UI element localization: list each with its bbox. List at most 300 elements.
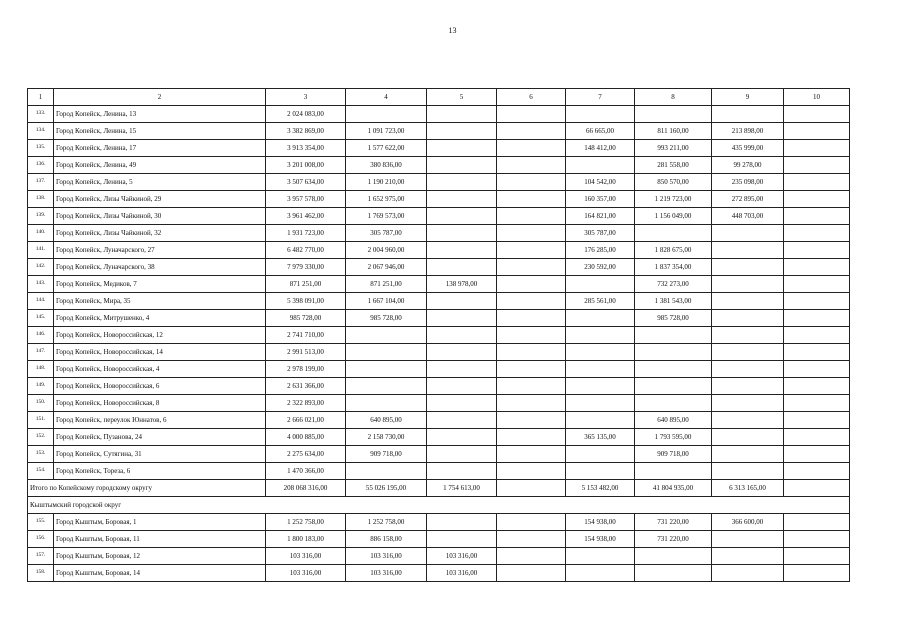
address-cell: Город Копейск, Сутягина, 31 — [54, 446, 266, 463]
value-cell-c9 — [712, 565, 784, 582]
total-value-c9: 6 313 165,00 — [712, 480, 784, 497]
table-row — [28, 327, 850, 344]
value-cell-c4: 380 836,00 — [346, 157, 427, 174]
value-cell-c7 — [566, 565, 635, 582]
value-cell-c7: 160 357,00 — [566, 191, 635, 208]
row-number: 135. — [28, 140, 54, 157]
value-cell-c7 — [566, 412, 635, 429]
value-cell-c6 — [497, 225, 566, 242]
value-cell-c10 — [784, 531, 850, 548]
value-cell-c9 — [712, 106, 784, 123]
row-number: 142. — [28, 259, 54, 276]
value-cell-c10 — [784, 344, 850, 361]
value-cell-c4 — [346, 327, 427, 344]
value-cell-c10 — [784, 174, 850, 191]
value-cell-c5 — [427, 395, 497, 412]
value-cell-c5 — [427, 327, 497, 344]
address-cell: Город Копейск, Тореза, 6 — [54, 463, 266, 480]
value-cell-c5 — [427, 106, 497, 123]
address-cell: Город Копейск, Новороссийская, 6 — [54, 378, 266, 395]
value-cell-c3: 3 957 578,00 — [266, 191, 346, 208]
value-cell-c3: 3 382 869,00 — [266, 123, 346, 140]
value-cell-c6 — [497, 429, 566, 446]
value-cell-c8: 811 160,00 — [635, 123, 712, 140]
table-row — [28, 174, 850, 191]
value-cell-c4 — [346, 395, 427, 412]
value-cell-c9 — [712, 531, 784, 548]
table-row — [28, 565, 850, 582]
total-value-c8: 41 804 935,00 — [635, 480, 712, 497]
total-value-c7: 5 153 482,00 — [566, 480, 635, 497]
value-cell-c3: 2 666 021,00 — [266, 412, 346, 429]
address-cell: Город Копейск, Ленина, 17 — [54, 140, 266, 157]
value-cell-c5 — [427, 429, 497, 446]
value-cell-c8: 993 211,00 — [635, 140, 712, 157]
address-cell: Город Кыштым, Боровая, 12 — [54, 548, 266, 565]
value-cell-c4: 886 158,00 — [346, 531, 427, 548]
value-cell-c6 — [497, 361, 566, 378]
address-cell: Город Копейск, Ленина, 49 — [54, 157, 266, 174]
table-row — [28, 429, 850, 446]
address-cell: Город Копейск, Пузанова, 24 — [54, 429, 266, 446]
address-cell: Город Копейск, Новороссийская, 4 — [54, 361, 266, 378]
address-cell: Город Копейск, Медиков, 7 — [54, 276, 266, 293]
value-cell-c6 — [497, 344, 566, 361]
address-cell: Город Копейск, Новороссийская, 8 — [54, 395, 266, 412]
value-cell-c7 — [566, 344, 635, 361]
table-row — [28, 259, 850, 276]
value-cell-c10 — [784, 327, 850, 344]
value-cell-c10 — [784, 123, 850, 140]
value-cell-c3: 1 252 758,00 — [266, 514, 346, 531]
row-number: 143. — [28, 276, 54, 293]
value-cell-c9 — [712, 548, 784, 565]
value-cell-c5 — [427, 225, 497, 242]
value-cell-c8: 850 570,00 — [635, 174, 712, 191]
value-cell-c6 — [497, 293, 566, 310]
data-table — [27, 88, 850, 582]
row-number: 155. — [28, 514, 54, 531]
table-row — [28, 446, 850, 463]
value-cell-c3: 3 201 008,00 — [266, 157, 346, 174]
value-cell-c10 — [784, 106, 850, 123]
value-cell-c5 — [427, 242, 497, 259]
value-cell-c7: 365 135,00 — [566, 429, 635, 446]
value-cell-c9 — [712, 259, 784, 276]
value-cell-c3: 103 316,00 — [266, 565, 346, 582]
value-cell-c4 — [346, 106, 427, 123]
value-cell-c8 — [635, 361, 712, 378]
value-cell-c3: 2 631 366,00 — [266, 378, 346, 395]
row-number: 149. — [28, 378, 54, 395]
column-header: 1 — [28, 89, 54, 106]
value-cell-c9: 99 278,00 — [712, 157, 784, 174]
value-cell-c5 — [427, 514, 497, 531]
value-cell-c8 — [635, 378, 712, 395]
row-number: 147. — [28, 344, 54, 361]
address-cell: Город Копейск, Митрушенко, 4 — [54, 310, 266, 327]
value-cell-c5 — [427, 208, 497, 225]
total-value-c4: 55 026 195,00 — [346, 480, 427, 497]
value-cell-c6 — [497, 191, 566, 208]
row-number: 136. — [28, 157, 54, 174]
value-cell-c9 — [712, 344, 784, 361]
value-cell-c3: 3 961 462,00 — [266, 208, 346, 225]
column-header: 7 — [566, 89, 635, 106]
value-cell-c9 — [712, 327, 784, 344]
value-cell-c8: 1 837 354,00 — [635, 259, 712, 276]
address-cell: Город Копейск, Ленина, 15 — [54, 123, 266, 140]
value-cell-c7: 104 542,00 — [566, 174, 635, 191]
value-cell-c4 — [346, 463, 427, 480]
page-number: 13 — [448, 26, 457, 35]
value-cell-c7: 305 787,00 — [566, 225, 635, 242]
value-cell-c5 — [427, 412, 497, 429]
value-cell-c10 — [784, 548, 850, 565]
value-cell-c3: 985 728,00 — [266, 310, 346, 327]
value-cell-c5 — [427, 157, 497, 174]
value-cell-c5 — [427, 191, 497, 208]
row-number: 146. — [28, 327, 54, 344]
value-cell-c10 — [784, 463, 850, 480]
value-cell-c4: 1 667 104,00 — [346, 293, 427, 310]
total-value-c10 — [784, 480, 850, 497]
address-cell: Город Копейск, Ленина, 5 — [54, 174, 266, 191]
value-cell-c10 — [784, 446, 850, 463]
value-cell-c3: 1 800 183,00 — [266, 531, 346, 548]
value-cell-c6 — [497, 463, 566, 480]
value-cell-c3: 1 470 366,00 — [266, 463, 346, 480]
value-cell-c7: 148 412,00 — [566, 140, 635, 157]
value-cell-c8 — [635, 565, 712, 582]
value-cell-c9: 235 098,00 — [712, 174, 784, 191]
value-cell-c5 — [427, 446, 497, 463]
value-cell-c7: 230 592,00 — [566, 259, 635, 276]
value-cell-c7 — [566, 327, 635, 344]
row-number: 138. — [28, 191, 54, 208]
value-cell-c7 — [566, 463, 635, 480]
value-cell-c6 — [497, 327, 566, 344]
row-number: 144. — [28, 293, 54, 310]
value-cell-c9 — [712, 242, 784, 259]
value-cell-c5: 103 316,00 — [427, 565, 497, 582]
value-cell-c4: 1 769 573,00 — [346, 208, 427, 225]
table-row — [28, 310, 850, 327]
value-cell-c4: 2 158 730,00 — [346, 429, 427, 446]
value-cell-c7: 285 561,00 — [566, 293, 635, 310]
value-cell-c4: 640 895,00 — [346, 412, 427, 429]
value-cell-c9: 435 999,00 — [712, 140, 784, 157]
column-header: 9 — [712, 89, 784, 106]
value-cell-c9 — [712, 412, 784, 429]
value-cell-c7 — [566, 378, 635, 395]
value-cell-c3: 871 251,00 — [266, 276, 346, 293]
value-cell-c4 — [346, 378, 427, 395]
address-cell: Город Копейск, Лизы Чайкиной, 32 — [54, 225, 266, 242]
total-value-c6 — [497, 480, 566, 497]
address-cell: Город Копейск, Лизы Чайкиной, 30 — [54, 208, 266, 225]
value-cell-c9: 213 898,00 — [712, 123, 784, 140]
table-row — [28, 276, 850, 293]
value-cell-c7 — [566, 395, 635, 412]
section-title: Кыштымский городской округ — [28, 497, 850, 514]
value-cell-c9 — [712, 463, 784, 480]
value-cell-c8 — [635, 395, 712, 412]
value-cell-c4: 909 718,00 — [346, 446, 427, 463]
value-cell-c8: 1 219 723,00 — [635, 191, 712, 208]
value-cell-c9 — [712, 429, 784, 446]
value-cell-c3: 3 507 634,00 — [266, 174, 346, 191]
address-cell: Город Копейск, Ленина, 13 — [54, 106, 266, 123]
value-cell-c6 — [497, 531, 566, 548]
value-cell-c6 — [497, 157, 566, 174]
value-cell-c4: 1 577 622,00 — [346, 140, 427, 157]
value-cell-c8: 731 220,00 — [635, 531, 712, 548]
value-cell-c3: 2 978 199,00 — [266, 361, 346, 378]
address-cell: Город Кыштым, Боровая, 14 — [54, 565, 266, 582]
row-number: 134. — [28, 123, 54, 140]
value-cell-c6 — [497, 106, 566, 123]
value-cell-c4: 2 004 960,00 — [346, 242, 427, 259]
value-cell-c10 — [784, 242, 850, 259]
value-cell-c8: 1 381 543,00 — [635, 293, 712, 310]
row-number: 151. — [28, 412, 54, 429]
value-cell-c6 — [497, 123, 566, 140]
value-cell-c6 — [497, 174, 566, 191]
row-number: 154. — [28, 463, 54, 480]
table-row — [28, 293, 850, 310]
value-cell-c10 — [784, 225, 850, 242]
value-cell-c3: 2 322 893,00 — [266, 395, 346, 412]
value-cell-c4: 1 190 210,00 — [346, 174, 427, 191]
value-cell-c6 — [497, 259, 566, 276]
address-cell: Город Копейск, Новороссийская, 12 — [54, 327, 266, 344]
row-number: 156. — [28, 531, 54, 548]
value-cell-c10 — [784, 412, 850, 429]
value-cell-c3: 7 979 330,00 — [266, 259, 346, 276]
value-cell-c9: 366 600,00 — [712, 514, 784, 531]
value-cell-c3: 3 913 354,00 — [266, 140, 346, 157]
column-header: 4 — [346, 89, 427, 106]
value-cell-c5: 103 316,00 — [427, 548, 497, 565]
value-cell-c6 — [497, 395, 566, 412]
value-cell-c4: 871 251,00 — [346, 276, 427, 293]
value-cell-c6 — [497, 565, 566, 582]
value-cell-c6 — [497, 276, 566, 293]
row-number: 145. — [28, 310, 54, 327]
value-cell-c4: 1 252 758,00 — [346, 514, 427, 531]
value-cell-c3: 4 000 885,00 — [266, 429, 346, 446]
value-cell-c8 — [635, 225, 712, 242]
value-cell-c5 — [427, 123, 497, 140]
row-number: 157. — [28, 548, 54, 565]
address-cell: Город Кыштым, Боровая, 11 — [54, 531, 266, 548]
value-cell-c10 — [784, 361, 850, 378]
address-cell: Город Копейск, Мира, 35 — [54, 293, 266, 310]
column-header: 8 — [635, 89, 712, 106]
total-value-c3: 208 068 316,00 — [266, 480, 346, 497]
value-cell-c8 — [635, 327, 712, 344]
row-number: 152. — [28, 429, 54, 446]
table-body — [28, 89, 850, 582]
value-cell-c3: 6 482 770,00 — [266, 242, 346, 259]
value-cell-c5 — [427, 259, 497, 276]
value-cell-c10 — [784, 208, 850, 225]
value-cell-c7 — [566, 446, 635, 463]
value-cell-c7 — [566, 106, 635, 123]
value-cell-c10 — [784, 191, 850, 208]
value-cell-c9 — [712, 276, 784, 293]
value-cell-c7 — [566, 310, 635, 327]
address-cell: Город Копейск, Луначарского, 38 — [54, 259, 266, 276]
value-cell-c8: 1 828 675,00 — [635, 242, 712, 259]
value-cell-c5 — [427, 310, 497, 327]
value-cell-c3: 2 991 513,00 — [266, 344, 346, 361]
table-row — [28, 378, 850, 395]
address-cell: Город Копейск, Новороссийская, 14 — [54, 344, 266, 361]
value-cell-c3: 1 931 723,00 — [266, 225, 346, 242]
value-cell-c6 — [497, 412, 566, 429]
value-cell-c8: 731 220,00 — [635, 514, 712, 531]
row-number: 153. — [28, 446, 54, 463]
value-cell-c6 — [497, 208, 566, 225]
value-cell-c4: 985 728,00 — [346, 310, 427, 327]
column-header: 2 — [54, 89, 266, 106]
address-cell: Город Копейск, Луначарского, 27 — [54, 242, 266, 259]
table-row — [28, 412, 850, 429]
table-row — [28, 395, 850, 412]
value-cell-c6 — [497, 514, 566, 531]
table-row — [28, 191, 850, 208]
value-cell-c5 — [427, 344, 497, 361]
value-cell-c10 — [784, 378, 850, 395]
value-cell-c9 — [712, 378, 784, 395]
value-cell-c7: 164 821,00 — [566, 208, 635, 225]
value-cell-c4: 2 067 946,00 — [346, 259, 427, 276]
value-cell-c9 — [712, 361, 784, 378]
value-cell-c8 — [635, 106, 712, 123]
header-row — [28, 89, 850, 106]
value-cell-c4 — [346, 344, 427, 361]
row-number: 139. — [28, 208, 54, 225]
section-row — [28, 497, 850, 514]
value-cell-c4: 1 091 723,00 — [346, 123, 427, 140]
value-cell-c8: 640 895,00 — [635, 412, 712, 429]
value-cell-c5 — [427, 140, 497, 157]
value-cell-c7 — [566, 276, 635, 293]
value-cell-c6 — [497, 378, 566, 395]
value-cell-c5 — [427, 531, 497, 548]
value-cell-c5 — [427, 361, 497, 378]
value-cell-c10 — [784, 565, 850, 582]
table-row — [28, 344, 850, 361]
value-cell-c7 — [566, 157, 635, 174]
value-cell-c3: 2 275 634,00 — [266, 446, 346, 463]
table-row — [28, 548, 850, 565]
total-value-c5: 1 754 613,00 — [427, 480, 497, 497]
value-cell-c10 — [784, 276, 850, 293]
value-cell-c7: 154 938,00 — [566, 514, 635, 531]
table-row — [28, 123, 850, 140]
value-cell-c8: 985 728,00 — [635, 310, 712, 327]
value-cell-c8 — [635, 344, 712, 361]
value-cell-c7: 154 938,00 — [566, 531, 635, 548]
value-cell-c8: 281 558,00 — [635, 157, 712, 174]
value-cell-c8: 1 793 595,00 — [635, 429, 712, 446]
table-row — [28, 463, 850, 480]
column-header: 3 — [266, 89, 346, 106]
value-cell-c9 — [712, 395, 784, 412]
value-cell-c10 — [784, 429, 850, 446]
row-number: 148. — [28, 361, 54, 378]
table-row — [28, 514, 850, 531]
value-cell-c3: 2 741 710,00 — [266, 327, 346, 344]
value-cell-c4: 305 787,00 — [346, 225, 427, 242]
address-cell: Город Копейск, Лизы Чайкиной, 29 — [54, 191, 266, 208]
value-cell-c4: 103 316,00 — [346, 565, 427, 582]
row-number: 137. — [28, 174, 54, 191]
column-header: 6 — [497, 89, 566, 106]
table-row — [28, 157, 850, 174]
value-cell-c5: 138 978,00 — [427, 276, 497, 293]
table-row — [28, 106, 850, 123]
value-cell-c7 — [566, 361, 635, 378]
row-number: 141. — [28, 242, 54, 259]
value-cell-c6 — [497, 242, 566, 259]
value-cell-c6 — [497, 310, 566, 327]
value-cell-c9 — [712, 446, 784, 463]
row-number: 140. — [28, 225, 54, 242]
value-cell-c9 — [712, 293, 784, 310]
value-cell-c5 — [427, 293, 497, 310]
address-cell: Город Копейск, переулок Юннатов, 6 — [54, 412, 266, 429]
value-cell-c9: 272 895,00 — [712, 191, 784, 208]
value-cell-c7 — [566, 548, 635, 565]
value-cell-c3: 5 398 091,00 — [266, 293, 346, 310]
value-cell-c9: 448 703,00 — [712, 208, 784, 225]
value-cell-c8 — [635, 548, 712, 565]
value-cell-c10 — [784, 514, 850, 531]
value-cell-c4 — [346, 361, 427, 378]
value-cell-c10 — [784, 259, 850, 276]
row-number: 158. — [28, 565, 54, 582]
value-cell-c6 — [497, 140, 566, 157]
value-cell-c8: 1 156 049,00 — [635, 208, 712, 225]
value-cell-c5 — [427, 174, 497, 191]
value-cell-c4: 103 316,00 — [346, 548, 427, 565]
value-cell-c10 — [784, 293, 850, 310]
address-cell: Город Кыштым, Боровая, 1 — [54, 514, 266, 531]
value-cell-c3: 103 316,00 — [266, 548, 346, 565]
value-cell-c8: 909 718,00 — [635, 446, 712, 463]
value-cell-c3: 2 024 083,00 — [266, 106, 346, 123]
value-cell-c7: 66 665,00 — [566, 123, 635, 140]
table-row — [28, 242, 850, 259]
value-cell-c10 — [784, 310, 850, 327]
table-row — [28, 225, 850, 242]
value-cell-c9 — [712, 310, 784, 327]
column-header: 10 — [784, 89, 850, 106]
value-cell-c7: 176 285,00 — [566, 242, 635, 259]
table-row — [28, 140, 850, 157]
value-cell-c10 — [784, 157, 850, 174]
value-cell-c10 — [784, 395, 850, 412]
value-cell-c4: 1 652 975,00 — [346, 191, 427, 208]
value-cell-c9 — [712, 225, 784, 242]
column-header: 5 — [427, 89, 497, 106]
value-cell-c5 — [427, 463, 497, 480]
value-cell-c6 — [497, 446, 566, 463]
